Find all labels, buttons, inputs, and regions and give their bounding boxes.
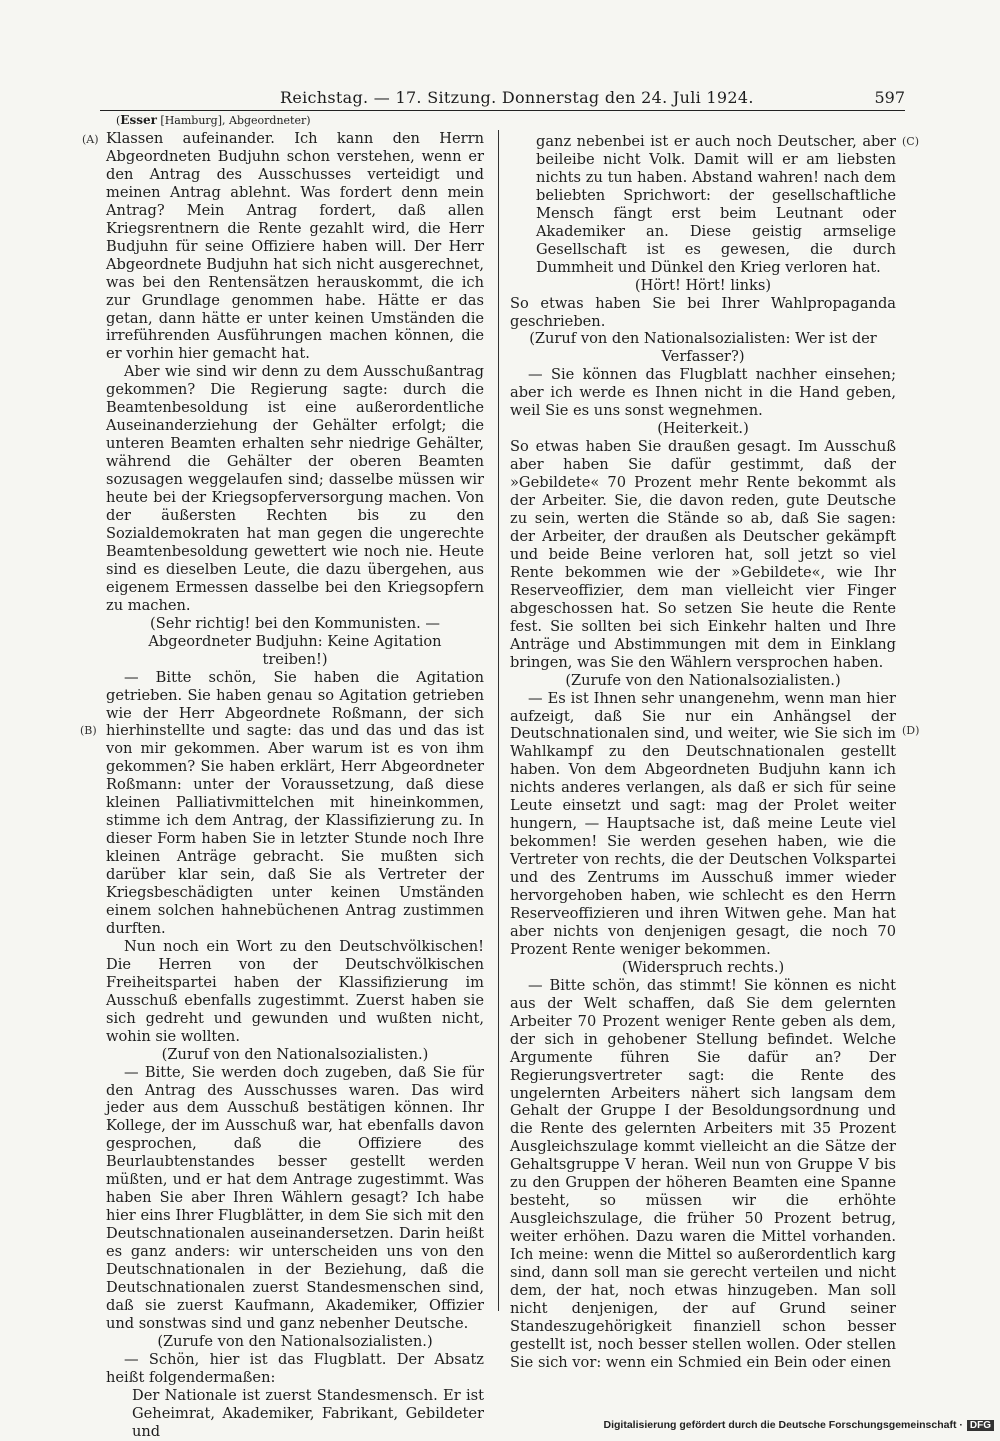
interjection: (Zurufe von den Nationalsozialisten.) [565,671,841,689]
footer-text: Digitalisierung gefördert durch die Deutsche Forschungsgemeinschaft · [603,1419,963,1431]
interjection: (Zuruf von den Nationalsozialisten.) [161,1045,429,1063]
interjection: (Widerspruch rechts.) [621,958,785,976]
header-rule [100,110,905,111]
interjection: (Heiterkeit.) [657,420,749,438]
speaker-detail: [Hamburg], Abgeordneter) [160,114,311,127]
speaker-name: Esser [120,113,157,127]
left-column [106,130,484,1441]
interjection: (Hört! Hört! links) [634,276,772,294]
margin-mark-d: (D) [902,724,920,737]
paragraph: Klassen aufeinander. Ich kann den Herrn Abgeordneten Budjuhn schon verstehen, wenn er den Antrag des Ausschusses verteidigt und meinen Antrag ablehnt. Was fordert denn mein Antrag? Mein Antrag fordert, daß allen Kriegsrentnern die Rente gezahlt wird, die Herr Budjuhn für seine Offiziere haben will. Der Herr Abgeordnete Budjuhn hat sich nicht ausgerechnet, was bei den Rentensätzen herauskommt, die ich zur Grundlage genommen habe. Hätte er das getan, dann hätte er unter keinen Umständen die irreführenden Ausführungen machen können, die er vorhin hier gemacht hat. [106,130,484,363]
paragraph: — Bitte schön, das stimmt! Sie können es nicht aus der Welt schaffen, daß Sie dem gelernten Arbeiter 70 Prozent weniger Rente geben als dem, der sich in gehobener Stellung befindet. Welche Argumente führen Sie dafür an? Der Regierungsvertreter sagt: die Rente des ungelernten Arbeiters nähert sich langsam dem Gehalt der Gruppe I der Besoldungsordnung und die Rente des gelernten Arbeiters mit 35 Prozent Ausgleichszulage kommt vielleicht an die Sätze der Gehaltsgruppe V heran. Weil nun von Gruppe V bis zu den Gruppen der höheren Beamten eine Spanne besteht, so müssen wir die erhöhte Ausgleichszulage, die früher 50 Prozent betrug, weiter erhöhen. Dazu waren die Mittel vorhanden. Ich meine: wenn die Mittel so außerordentlich karg sind, dann soll man sie gerecht verteilen und nicht dem, der hat, noch etwas hinzugeben. Man soll nicht denjenigen, der auf Grund seiner Standeszugehörigkeit finanziell schon besser gestellt ist, noch besser stellen wollen. Oder stellen Sie sich vor: wenn ein Schmied ein Bein oder einen [510,976,896,1371]
paragraph: Nun noch ein Wort zu den Deutschvölkischen! Die Herren von der Deutschvölkischen Freiheitspartei haben der Klassifizierung im Ausschuß ebenfalls zugestimmt. Zuerst haben sie sich gedreht und gewunden und wußten nicht, wohin sie wollten. [106,937,484,1045]
paragraph: So etwas haben Sie bei Ihrer Wahlpropaganda geschrieben. [510,294,896,330]
page-number: 597 [874,88,905,107]
paragraph: ganz nebenbei ist er auch noch Deutscher, aber beileibe nicht Volk. Damit will er am liebsten nichts zu tun haben. Abstand wahren! nach dem beliebten Sprichwort: der gesellschaftliche Mensch fängt erst beim Leutnant oder Akademiker an. Diese geistig armselige Gesellschaft ist es gewesen, die durch Dummheit und Dünkel den Krieg verloren hat. [536,133,896,276]
dfg-logo: DFG [967,1420,994,1431]
footer-credit [604,1419,995,1431]
paragraph: — Sie können das Flugblatt nachher einsehen; aber ich werde es Ihnen nicht in die Hand geben, weil Sie es uns sonst wegnehmen. [510,366,896,420]
paragraph: — Bitte, Sie werden doch zugeben, daß Sie für den Antrag des Ausschusses waren. Das wird jeder aus dem Ausschuß bestätigen können. Ihr Kollege, der im Ausschuß war, hat ebenfalls davon gesprochen, daß die Offiziere des Beurlaubtenstandes besser gestellt werden müßten, und er hat dem Antrage zugestimmt. Was haben Sie aber Ihren Wählern gesagt? Ich habe hier eins Ihrer Flugblätter, in dem Sie sich mit den Deutschnationalen auseinandersetzen. Darin heißt es ganz anders: wir unterscheiden uns von den Deutschnationalen in der Beziehung, daß die Deutschnationalen zuerst Standesmenschen sind, daß sie zuerst Kaufmann, Akademiker, Offizier und sonstwas sind und ganz nebenher Deutsche. [106,1063,484,1332]
paragraph: — Schön, hier ist das Flugblatt. Der Absatz heißt folgendermaßen: [106,1350,484,1386]
paragraph: Aber wie sind wir denn zu dem Ausschußantrag gekommen? Die Regierung sagte: durch die Beamtenbesoldung ist eine außerordentliche Auseinanderziehung der Gehälter erfolgt; die unteren Beamten erhalten sehr niedrige Gehälter, während die Gehälter der oberen Beamten sozusagen weggelaufen sind; dasselbe müssen wir heute bei der Kriegsopferversorgung machen. Von der äußersten Rechten bis zu den Sozialdemokraten hat man gegen die ungerechte Beamtenbesoldung gewettert wie noch nie. Heute sind es dieselben Leute, die dazu übergehen, aus eigenem Ermessen dasselbe bei den Kriegsopfern zu machen. [106,363,484,614]
page-title: Reichstag. — 17. Sitzung. Donnerstag den 24. Juli 1924. [280,88,754,107]
margin-mark-b: (B) [80,724,97,737]
interjection: (Zuruf von den Nationalsozialisten: Wer ist der Verfasser?) [529,330,877,366]
paragraph: — Es ist Ihnen sehr unangenehm, wenn man hier aufzeigt, daß Sie nur ein Anhängsel der Deutschnationalen sind, und weiter, wie Sie sich im Wahlkampf zu den Deutschnationalen gestellt haben. Von dem Abgeordneten Budjuhn kann ich nichts anderes verlangen, als daß er sich für seine Leute einsetzt und sagt: mag der Prolet weiter hungern, — Hauptsache ist, daß meine Leute viel bekommen! Sie werden gesehen haben, wie die Vertreter von rechts, die der Deutschen Volkspartei und des Zentrums im Ausschuß immer wieder hervorgehoben haben, wie schlecht es den Herrn Reserveoffizieren und ihren Witwen gehe. Man hat aber nichts von denjenigen gesagt, die noch 70 Prozent Rente weniger bekommen. [510,689,896,958]
paragraph: — Bitte schön, Sie haben die Agitation getrieben. Sie haben genau so Agitation getrieben wie der Herr Abgeordnete Roßmann, der sich hierhinstellte und sagte: das und das und das ist von mir gekommen. Aber warum ist es von ihm gekommen? Sie haben erklärt, Herr Abgeordneter Roßmann: unter der Voraussetzung, daß diese kleinen Palliativmittelchen mit hineinkommen, stimme ich dem Antrag, der Klassifizierung zu. In dieser Form haben Sie in letzter Stunde noch Ihre kleinen Anträge gebracht. Sie mußten sich darüber klar sein, daß Sie als Vertreter der Kriegsbeschädigten unter keinen Umständen einem solchen hahnebüchenen Antrag zustimmen durften. [106,668,484,937]
page-header [100,88,905,110]
interjection: (Zurufe von den Nationalsozialisten.) [157,1332,433,1350]
interjection: (Sehr richtig! bei den Kommunisten. — Abgeordneter Budjuhn: Keine Agitation treiben!) [148,614,442,668]
column-separator [498,130,499,1311]
speaker-line: (Esser [Hamburg], Abgeordneter) [116,113,311,127]
right-column [510,133,896,1372]
paragraph: So etwas haben Sie draußen gesagt. Im Ausschuß aber haben Sie dafür gestimmt, daß der »Gebildete« 70 Prozent mehr Rente bekommt als der Arbeiter. Sie, die davon reden, gute Deutsche zu sein, werten die Stände so ab, daß Sie sagen: der Arbeiter, der draußen als Deutscher gekämpft und beide Beine verloren hat, soll jetzt so viel Rente bekommen wie der »Gebildete«, wie Ihr Reserveoffizier, dem man vielleicht vier Finger abgeschossen hat. So setzen Sie heute die Rente fest. Sie sollten bei sich Einkehr halten und Ihre Anträge und Abstimmungen mit dem in Einklang bringen, was Sie den Wählern versprochen haben. [510,438,896,671]
margin-mark-a: (A) [82,133,99,146]
margin-mark-c: (C) [902,135,919,148]
paragraph: Der Nationale ist zuerst Standesmensch. Er ist Geheimrat, Akademiker, Fabrikant, Gebildeter und [132,1386,484,1440]
